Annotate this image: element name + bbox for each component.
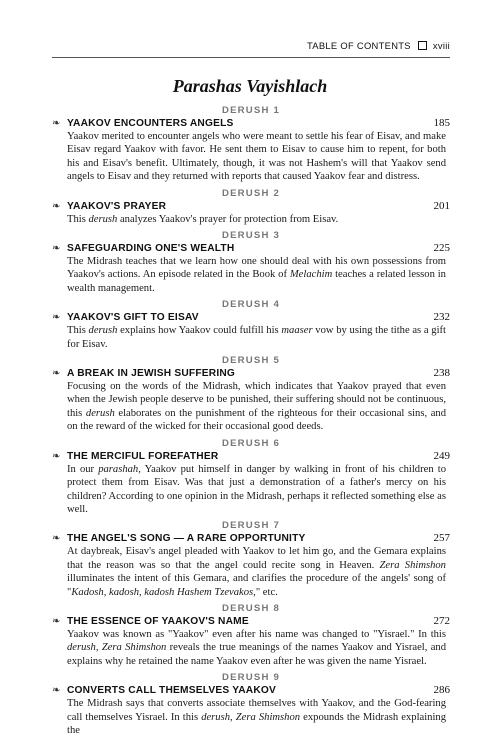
toc-entry[interactable]: [52, 684, 450, 737]
running-header: [52, 40, 450, 56]
fleuron-icon: ❧: [52, 312, 61, 324]
page-title: Parashas Vayishlach: [172, 76, 328, 96]
entry-description: The Midrash says that converts associate themselves with Yaakov, and the God-fearing call themselves Yisrael. In this derush, Zera Shimshon expounds the Midrash explaining the: [67, 698, 446, 736]
derush-heading: DERUSH 2: [221, 187, 281, 199]
toc-entry[interactable]: [52, 117, 450, 184]
toc-entry[interactable]: [52, 200, 450, 226]
derush-heading: DERUSH 5: [221, 355, 281, 367]
entry-description: Yaakov was known as "Yaakov" even after his name was changed to "Yisrael." In this derush, Zera Shimshon reveals the true meanings of the names Yaakov and Yisrael, and explains why he retained the name Yaakov even after he was given the name Yisrael.: [67, 628, 446, 667]
entry-description: This derush analyzes Yaakov's prayer for protection from Eisav.: [67, 213, 339, 225]
entry-description: At daybreak, Eisav's angel pleaded with Yaakov to let him go, and the Gemara explains that the reason was so that the angel could recite song in Heaven. Zera Shimshon illuminates the intent of this Gemara, and clarifies the procedure of the angels' song of "Kadosh, kadosh, kadosh Hashem Tzevakos," etc.: [67, 546, 446, 598]
toc-entry[interactable]: [52, 532, 450, 599]
entry-page-number[interactable]: 201: [433, 199, 450, 212]
derush-heading: DERUSH 7: [221, 520, 281, 532]
fleuron-icon: ❧: [52, 615, 61, 627]
entry-title[interactable]: YAAKOV'S GIFT TO EISAV: [67, 312, 199, 324]
toc-entry[interactable]: [52, 242, 450, 295]
toc-list: [52, 104, 450, 740]
toc-entry[interactable]: [52, 450, 450, 517]
square-bullet-icon: [418, 41, 427, 50]
entry-description: The Midrash teaches that we learn how one should deal with his own possessions from Yaakov's actions. An episode related in the Book of Melachim teaches a related lesson in wealth management.: [67, 256, 446, 294]
entry-description: In our parashah, Yaakov put himself in danger by walking in front of his children to protect them from Eisav. Was that just a demonstration of a father's mercy on his children? According to one opinion in the Midrash, perhaps it reflected something else as well.: [67, 463, 446, 515]
entry-page-number[interactable]: 232: [433, 311, 450, 324]
derush-heading: DERUSH 6: [221, 437, 281, 449]
entry-description: Focusing on the words of the Midrash, which indicates that Yaakov prayed that even when the Jewish people deserve to be punished, their suffering should not be continuous, this derush elaborates on the punishment of the righteous for their occasional sins, and on the reward of the wicked for their occasional good deeds.: [67, 381, 446, 433]
fleuron-icon: ❧: [52, 200, 61, 212]
header-section: TABLE OF CONTENTS: [306, 40, 411, 51]
toc-entry[interactable]: [52, 311, 450, 351]
fleuron-icon: ❧: [52, 368, 61, 380]
entry-page-number[interactable]: 238: [433, 367, 450, 380]
entry-description: This derush explains how Yaakov could fulfill his maaser vow by using the tithe as a gift for Eisav.: [67, 325, 446, 350]
toc-entry[interactable]: [52, 615, 450, 668]
derush-heading: DERUSH 1: [221, 105, 281, 116]
entry-title[interactable]: A BREAK IN JEWISH SUFFERING: [67, 368, 236, 380]
entry-page-number[interactable]: 185: [433, 117, 450, 129]
entry-title[interactable]: THE ESSENCE OF YAAKOV'S NAME: [67, 615, 249, 627]
entry-page-number[interactable]: 225: [433, 242, 450, 255]
fleuron-icon: ❧: [52, 533, 61, 545]
entry-description: Yaakov merited to encounter angels who were meant to settle his fear of Eisav, and make Eisav regard Yaakov with favor. He sent them to Eisav to cause him to repent, for both his and Eisav's benefit. Ultimately, though, it was not Hashem's will that Yaakov send angels to Eisav and they returned with reports that caused Yaakov fear and distress.: [67, 131, 446, 183]
entry-page-number[interactable]: 257: [433, 532, 450, 545]
header-page-number: xviii: [432, 40, 450, 51]
fleuron-icon: ❧: [52, 243, 61, 255]
derush-heading: DERUSH 4: [221, 299, 281, 311]
entry-page-number[interactable]: 249: [433, 449, 450, 462]
toc-entry[interactable]: [52, 367, 450, 434]
derush-heading: DERUSH 8: [221, 602, 281, 614]
fleuron-icon: ❧: [52, 450, 61, 462]
derush-heading: DERUSH 9: [221, 672, 281, 684]
entry-title[interactable]: THE ANGEL'S SONG — A RARE OPPORTUNITY: [67, 533, 306, 545]
fleuron-icon: ❧: [52, 118, 61, 129]
entry-title[interactable]: YAAKOV ENCOUNTERS ANGELS: [67, 118, 234, 129]
entry-page-number[interactable]: 286: [433, 684, 450, 697]
entry-title[interactable]: SAFEGUARDING ONE'S WEALTH: [67, 243, 235, 255]
entry-title[interactable]: YAAKOV'S PRAYER: [67, 200, 167, 212]
entry-title[interactable]: THE MERCIFUL FOREFATHER: [67, 450, 219, 462]
header-rule: [52, 57, 450, 58]
fleuron-icon: ❧: [52, 685, 61, 697]
entry-title[interactable]: CONVERTS CALL THEMSELVES YAAKOV: [67, 685, 277, 697]
derush-heading: DERUSH 3: [221, 230, 281, 242]
entry-page-number[interactable]: 272: [433, 614, 450, 627]
